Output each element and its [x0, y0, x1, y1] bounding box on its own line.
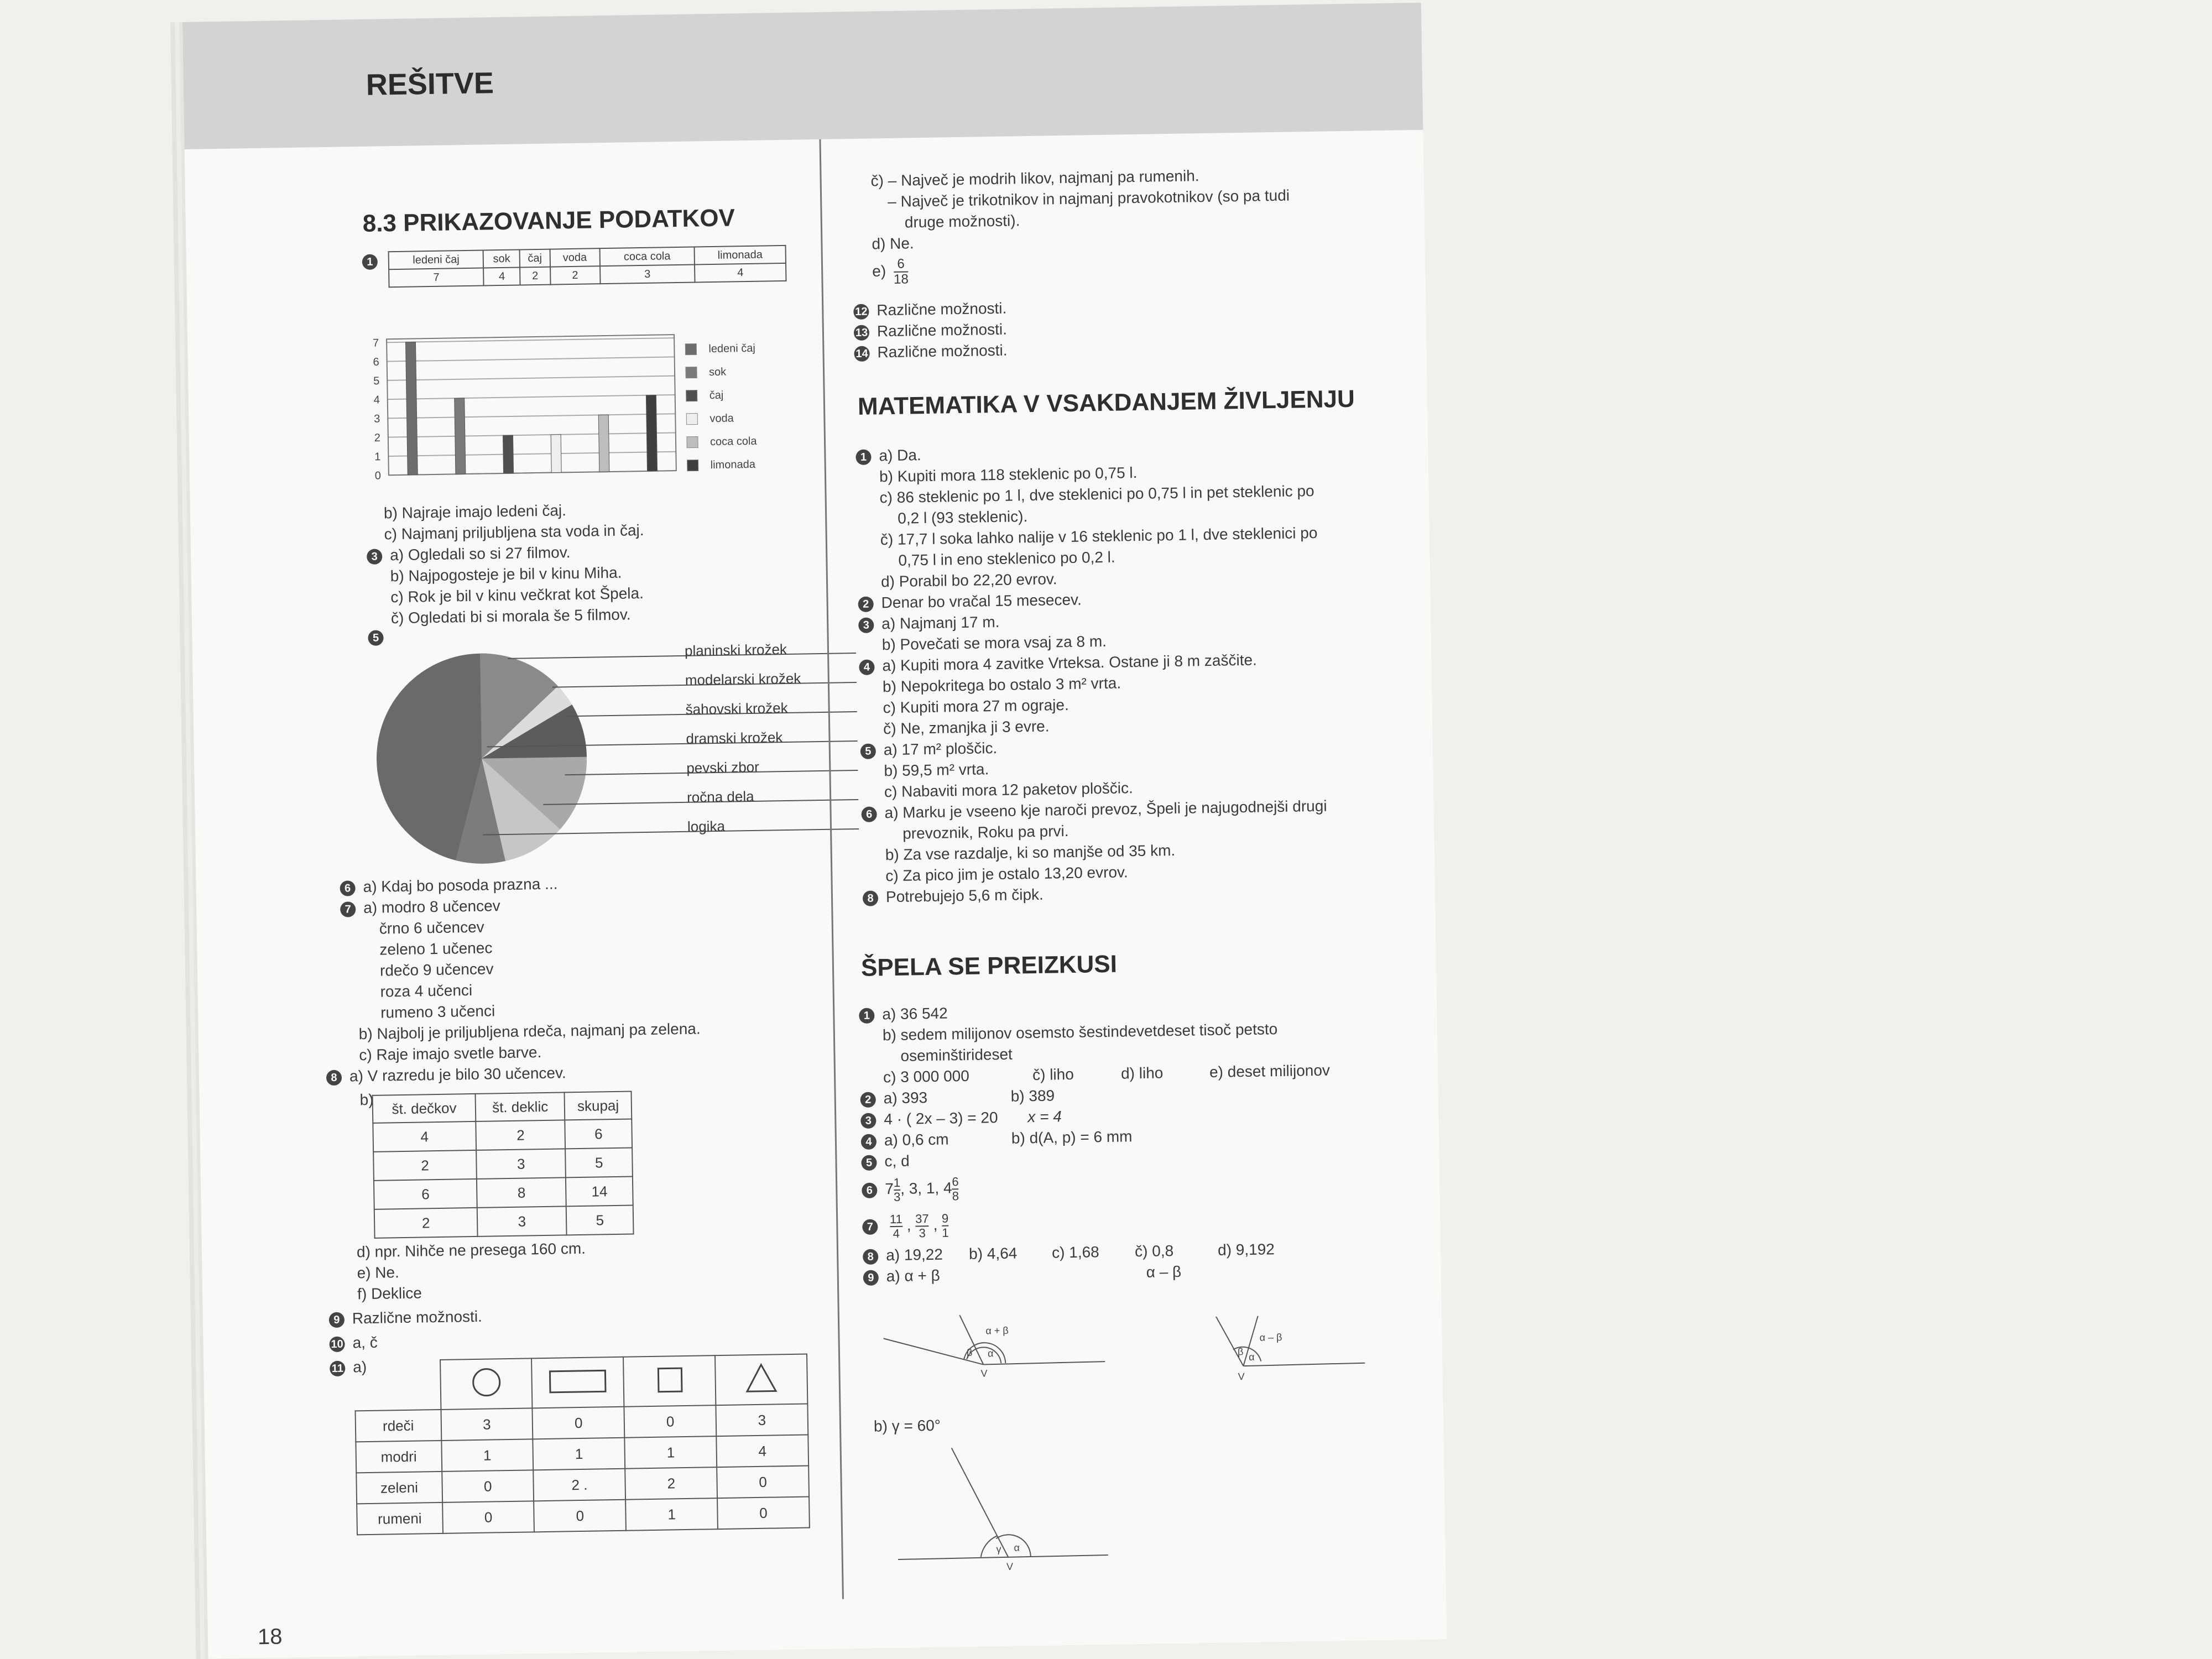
answer-line: b) 389 — [1010, 1087, 1055, 1105]
fraction-numerator: 6 — [952, 1174, 959, 1189]
table-header-cell: št. deklic — [476, 1092, 565, 1121]
triangle-icon — [715, 1354, 807, 1406]
answer-line: č) liho — [1032, 1065, 1074, 1084]
y-tick-label: 3 — [374, 413, 380, 425]
angle-label: β — [966, 1347, 973, 1359]
answer-line: a) Ogledali so si 27 filmov. — [389, 544, 571, 564]
answer-line: oseminštirideset — [900, 1045, 1013, 1065]
bar — [646, 395, 657, 471]
answer-row: 0,75 l in eno steklenico po 0,2 l. — [898, 548, 1115, 569]
question-number: 11 — [330, 1360, 345, 1376]
question-number: 9 — [863, 1270, 879, 1285]
answer-line: d) Ne. — [872, 234, 914, 253]
answer-line: črno 6 učencev — [379, 918, 484, 937]
answer-line: a) modro 8 učencev — [363, 897, 500, 917]
table-header-cell: št. dečkov — [373, 1094, 476, 1123]
section-title: 8.3 PRIKAZOVANJE PODATKOV — [362, 204, 735, 237]
bar — [598, 415, 609, 472]
row-label: rdeči — [355, 1410, 441, 1442]
answer-line: a) — [352, 1358, 367, 1376]
y-tick-label: 1 — [374, 451, 381, 463]
question-number: 6 — [340, 880, 355, 896]
answer-line: b) Najraje imajo ledeni čaj. — [383, 502, 567, 522]
table-cell: 7 — [389, 268, 484, 288]
answer-line: a) 19,22 — [885, 1245, 943, 1264]
table-cell: 2 — [374, 1208, 478, 1238]
table-cell: 5 — [565, 1147, 632, 1177]
question-number: 7 — [862, 1219, 878, 1234]
question-number: 2 — [858, 596, 873, 612]
answer-line: a, č — [352, 1333, 378, 1352]
vertex-label: V — [980, 1368, 988, 1379]
answer-line: a) Da. — [879, 446, 921, 465]
y-tick-label: 4 — [373, 394, 380, 406]
q8-rest — [357, 1238, 587, 1305]
row-label: modri — [356, 1441, 441, 1473]
answer-row: c) 86 steklenic po 1 l, dve steklenici po 0,75 l in pet steklenic po — [879, 482, 1314, 507]
question-1 — [362, 254, 385, 270]
question-number: 10 — [329, 1336, 345, 1352]
fraction-denominator: 8 — [952, 1188, 959, 1203]
answer-line: c, d — [884, 1152, 910, 1170]
answer-row: c) Nabaviti mora 12 paketov ploščic. — [884, 779, 1133, 801]
answer-line: rumeno 3 učenci — [380, 1002, 495, 1021]
question-number: 6 — [862, 1182, 877, 1198]
row-label: rumeni — [357, 1503, 442, 1535]
shapes-table — [354, 1354, 810, 1536]
answer-line: druge možnosti). — [904, 212, 1020, 231]
answer-line: a) Kupiti mora 4 zavitke Vrteksa. Ostane ji 8 m zaščite. — [882, 651, 1258, 675]
answer-line: a) Kdaj bo posoda prazna ... — [363, 875, 558, 896]
answer-line: a) V razredu je bilo 30 učencev. — [349, 1064, 566, 1085]
gridline — [388, 414, 675, 418]
y-tick-label: 2 — [374, 431, 381, 445]
table-header-cell: coca cola — [599, 247, 695, 267]
answer-line: a) 36 542 — [882, 1004, 948, 1023]
table-cell: 4 — [716, 1435, 808, 1468]
gridline — [387, 357, 675, 361]
pie-label: šahovski krožek — [685, 699, 788, 718]
table-cell: 6 — [565, 1119, 632, 1149]
angle-label: β — [1237, 1346, 1244, 1358]
mixed-number-whole: 7 — [885, 1180, 894, 1198]
gridline — [388, 433, 676, 437]
table-cell: 1 — [625, 1498, 718, 1531]
table-cell: 2 — [625, 1467, 717, 1500]
answer-line: c) 3 000 000 — [883, 1067, 970, 1086]
pie-label: ročna dela — [686, 787, 754, 806]
q6-q7-answers — [340, 872, 701, 1066]
vertex-label: V — [1006, 1561, 1014, 1572]
answer-line: Potrebujejo 5,6 m čipk. — [885, 885, 1044, 906]
q8-answer-a — [326, 1062, 566, 1087]
question-number: 5 — [368, 630, 383, 645]
table-cell: 2 — [373, 1150, 477, 1181]
answer-line: b) Najpogosteje je bil v kinu Miha. — [390, 564, 622, 585]
everyday-math-answers — [855, 439, 1328, 908]
table-cell: 1 — [441, 1439, 534, 1472]
fraction-answer — [872, 257, 909, 287]
question-number: 5 — [861, 1155, 877, 1170]
pie-label: dramski krožek — [686, 729, 783, 747]
question-number: 1 — [362, 254, 378, 270]
answer-row: b) Povečati se mora vsaj za 8 m. — [881, 632, 1107, 654]
answer-line: f) Deklice — [357, 1284, 422, 1303]
answer-line: a) 17 m² ploščic. — [883, 739, 998, 759]
legend-swatch — [686, 390, 697, 401]
table-cell: 5 — [566, 1205, 633, 1235]
table-cell: 0 — [442, 1501, 535, 1533]
table-cell: 2 — [550, 266, 600, 284]
row-label: zeleni — [356, 1472, 442, 1504]
question-number: 4 — [859, 659, 874, 675]
fraction-numerator: 6 — [894, 257, 909, 272]
angle-label: γ — [996, 1543, 1001, 1555]
answer-line: e) Ne. — [357, 1264, 400, 1282]
table-cell: 0 — [442, 1470, 534, 1503]
answer-line: b) Najbolj je priljubljena rdeča, najmanj pa zelena. — [358, 1020, 701, 1043]
table-cell: 0 — [533, 1407, 625, 1439]
fraction-numerator: 1 — [893, 1175, 901, 1190]
fraction-denominator: 3 — [893, 1190, 901, 1204]
pie-label: planinski krožek — [684, 640, 787, 659]
table-cell: 1 — [625, 1436, 717, 1469]
table-row — [374, 1205, 634, 1238]
table-cell: 4 — [484, 267, 520, 285]
answer-row: d) Porabil bo 22,20 evrov. — [880, 570, 1057, 591]
angle-label: α — [1014, 1542, 1020, 1553]
question-number: 3 — [860, 1113, 876, 1128]
fraction-denominator: 1 — [942, 1225, 949, 1240]
y-tick-label: 5 — [373, 375, 380, 388]
answer-line: Različne možnosti. — [352, 1307, 483, 1327]
question-number: 6 — [861, 806, 877, 822]
question-number: 8 — [863, 890, 878, 906]
fraction-numerator: 9 — [941, 1211, 949, 1225]
table-cell: 8 — [477, 1177, 566, 1208]
q8-b-label: b) — [359, 1091, 374, 1109]
bar — [551, 435, 561, 473]
answer-line: č) – Največ je modrih likov, najmanj pa rumenih. — [870, 167, 1199, 190]
answer-line: roza 4 učenci — [380, 981, 473, 1000]
question-number: 8 — [863, 1249, 878, 1264]
table-cell: 3 — [716, 1404, 808, 1437]
legend-label: sok — [708, 366, 727, 379]
question-number: 12 — [853, 304, 869, 319]
fraction-denominator: 3 — [919, 1225, 926, 1240]
answer-line: c) 1,68 — [1051, 1243, 1099, 1261]
children-table-header — [373, 1091, 632, 1123]
answer-row: č) Ne, zmanjka ji 3 evre. — [883, 717, 1050, 738]
fraction-denominator: 4 — [893, 1226, 900, 1240]
pie-label: logika — [687, 817, 726, 835]
y-tick-label: 0 — [374, 469, 382, 482]
bar — [455, 398, 466, 474]
legend-swatch — [686, 367, 697, 378]
angle-label: α — [987, 1348, 994, 1359]
bar — [405, 342, 418, 474]
y-tick-label: 7 — [372, 337, 379, 349]
question-number: 1 — [855, 449, 871, 465]
table-cell: 3 — [600, 265, 695, 284]
answer-row: b) 59,5 m² vrta. — [884, 760, 989, 780]
table-cell: 1 — [533, 1438, 625, 1470]
table-cell: 6 — [374, 1179, 477, 1209]
worksheet-page — [182, 3, 1447, 1659]
question-number: 5 — [860, 743, 876, 759]
gridline — [388, 452, 676, 456]
table-cell: 2 . — [534, 1469, 626, 1501]
test-answers: 1 a) 36 542 b) sedem milijonov osemsto šestindevetdeset tisoč petsto oseminštirideset c) 3 000 000 č) liho d) liho e) deset milijonov 2 a) 393 b) 389 3 4 · ( 2x – 3) = 20 x = 4 4 a) 0,6 cm b) d(A, p) = 6 mm 5 c, d 6 7 $\frac{1}{3}$ , 3, 1, 4 $\frac{6}{8}$ 7 $\frac{11}{4}$ , $\frac{37}{3}$ , $\frac{9}{1}$ 8 a) 19,22 b) 4,64 c) 1,68 č) 0,8 d) 9,192 9 a) α + β α – β — [859, 997, 1333, 1287]
q12-q14 — [853, 298, 1008, 363]
answer-line: , 3, 1, 4 — [900, 1179, 952, 1197]
answer-line: zeleno 1 učenec — [379, 939, 493, 958]
pie-labels — [685, 635, 804, 842]
angle-label: α + β — [985, 1324, 1009, 1337]
question-number: 8 — [326, 1070, 342, 1085]
question-number: 4 — [861, 1134, 877, 1149]
bar — [503, 435, 513, 473]
page-number: 18 — [257, 1624, 283, 1650]
answer-line: d) npr. Nihče ne presega 160 cm. — [356, 1239, 586, 1261]
answer-line: – Največ je trikotnikov in najmanj pravokotnikov (so pa tudi — [888, 186, 1290, 211]
bar-chart — [364, 326, 876, 500]
answer-label: e) — [872, 262, 886, 280]
table-cell: 0 — [717, 1497, 810, 1530]
pie-label: pevski zbor — [686, 758, 760, 776]
angle-sum-diagram — [883, 1313, 1117, 1400]
answer-row: č) 17,7 l soka lahko nalije v 16 steklenic po 1 l, dve steklenici po — [880, 524, 1318, 549]
answer-line: rdečo 9 učencev — [379, 960, 494, 979]
table-cell: 2 — [476, 1120, 565, 1150]
legend-swatch — [687, 436, 698, 447]
q9-b-answer: b) γ = 60° — [873, 1416, 941, 1435]
answer-line: a) α + β — [886, 1266, 940, 1285]
question-number: 13 — [854, 325, 869, 340]
q11-continued — [870, 164, 1290, 255]
table-header-cell: ledeni čaj — [389, 251, 484, 270]
legend-swatch — [687, 460, 698, 471]
square-icon — [623, 1355, 716, 1407]
section-title: MATEMATIKA V VSAKDANJEM ŽIVLJENJU — [857, 385, 1355, 420]
answer-line: a) 0,6 cm — [884, 1130, 949, 1149]
y-tick-label: 6 — [373, 356, 379, 368]
legend-swatch — [686, 413, 697, 424]
table-cell: 0 — [534, 1500, 627, 1532]
table-cell: 0 — [624, 1405, 717, 1438]
pie-leader-line — [508, 653, 856, 659]
answer-line: x = 4 — [1027, 1108, 1062, 1126]
table-row — [373, 1119, 632, 1151]
q3-answers — [367, 541, 644, 629]
answer-line: c) Raje imajo svetle barve. — [359, 1044, 542, 1064]
children-table — [372, 1091, 634, 1238]
answer-row: prevoznik, Roku pa prvi. — [902, 822, 1069, 842]
answer-row: c) Kupiti mora 27 m ograje. — [883, 696, 1069, 717]
answer-line: a) Marku je vseeno kje naroči prevoz, Špeli je najugodnejši drugi — [884, 797, 1327, 822]
answer-line: b) 4,64 — [968, 1244, 1018, 1262]
answer-line: e) deset milijonov — [1209, 1061, 1331, 1081]
answer-line: d) 9,192 — [1217, 1240, 1275, 1259]
answer-line: Različne možnosti. — [877, 341, 1008, 361]
question-number: 3 — [858, 617, 874, 633]
vertex-label: V — [1238, 1371, 1245, 1383]
answer-line: č) 0,8 — [1134, 1242, 1174, 1260]
table-row — [373, 1147, 633, 1180]
section-title: ŠPELA SE PREIZKUSI — [860, 950, 1118, 982]
table-cell: 4 — [373, 1121, 476, 1152]
table-header-cell: čaj — [520, 249, 550, 268]
legend-swatch — [685, 343, 696, 354]
table-cell: 3 — [477, 1206, 567, 1237]
legend-label: ledeni čaj — [708, 342, 756, 356]
header-banner — [182, 3, 1423, 149]
answer-line: 4 · ( 2x – 3) = 20 — [884, 1109, 998, 1128]
fraction-denominator: 18 — [893, 272, 909, 287]
answer-line: a) 393 — [883, 1089, 928, 1107]
table-cell: 14 — [566, 1176, 633, 1206]
table-row — [357, 1497, 810, 1535]
answer-line: Različne možnosti. — [877, 320, 1008, 340]
table-header-cell: limonada — [695, 246, 786, 265]
pie-label: modelarski krožek — [685, 670, 801, 688]
angle-label: α – β — [1259, 1332, 1282, 1343]
question-number: 3 — [367, 549, 382, 564]
answer-line: b) d(A, p) = 6 mm — [1011, 1128, 1133, 1147]
gridline — [388, 395, 675, 399]
answer-row: c) Za pico jim je ostalo 13,20 evrov. — [885, 863, 1128, 885]
table-row — [374, 1176, 633, 1209]
legend-label: limonada — [710, 458, 756, 472]
answer-row: 0,2 l (93 steklenic). — [898, 508, 1028, 527]
table-header-cell: voda — [550, 248, 599, 267]
legend-label: čaj — [709, 389, 724, 402]
fraction-numerator: 11 — [889, 1212, 902, 1226]
question-number: 14 — [854, 346, 869, 361]
legend-label: voda — [709, 412, 734, 425]
table-header-cell: sok — [483, 249, 520, 268]
answer-line: b) sedem milijonov osemsto šestindevetdeset tisoč petsto — [882, 1020, 1278, 1044]
question-5 — [368, 630, 391, 646]
circle-icon — [440, 1358, 533, 1410]
question-number: 2 — [860, 1092, 876, 1107]
table-cell: 2 — [520, 267, 550, 285]
answer-line: Različne možnosti. — [877, 299, 1007, 319]
legend-label: coca cola — [709, 435, 757, 448]
answer-line: α – β — [1146, 1262, 1182, 1281]
answer-row: b) Kupiti mora 118 steklenic po 0,75 l. — [879, 463, 1138, 486]
angle-label: α — [1248, 1351, 1255, 1363]
answer-line: a) Najmanj 17 m. — [881, 613, 1000, 633]
question-number: 7 — [340, 901, 356, 917]
question-number: 1 — [859, 1008, 874, 1023]
table-cell: 4 — [695, 263, 786, 283]
q1-answers — [384, 499, 644, 545]
answer-line: Denar bo vračal 15 mesecev. — [881, 591, 1082, 612]
fraction-numerator: 37 — [915, 1211, 929, 1226]
question-number: 9 — [329, 1312, 345, 1327]
answer-row: b) Za vse razdalje, ki so manjše od 35 km. — [885, 841, 1176, 864]
angle-difference-diagram — [1198, 1314, 1376, 1400]
table-cell: 3 — [441, 1408, 533, 1441]
gridline — [387, 376, 675, 380]
table-cell: 0 — [717, 1466, 809, 1499]
table-header-cell: skupaj — [565, 1091, 632, 1120]
answer-line: c) Najmanj priljubljena sta voda in čaj. — [384, 521, 644, 543]
answer-line: d) liho — [1120, 1064, 1164, 1082]
page-header-title: REŠITVE — [366, 66, 494, 102]
angle-gamma-diagram — [896, 1423, 1130, 1582]
answer-line: č) Ogledati bi si morala še 5 filmov. — [390, 606, 631, 627]
answer-line: c) Rok je bil v kinu večkrat kot Špela. — [390, 585, 644, 606]
rectangle-icon — [531, 1357, 624, 1408]
drinks-table — [388, 245, 787, 288]
answer-row: b) Nepokritega bo ostalo 3 m² vrta. — [882, 674, 1121, 696]
table-cell: 3 — [476, 1149, 566, 1179]
